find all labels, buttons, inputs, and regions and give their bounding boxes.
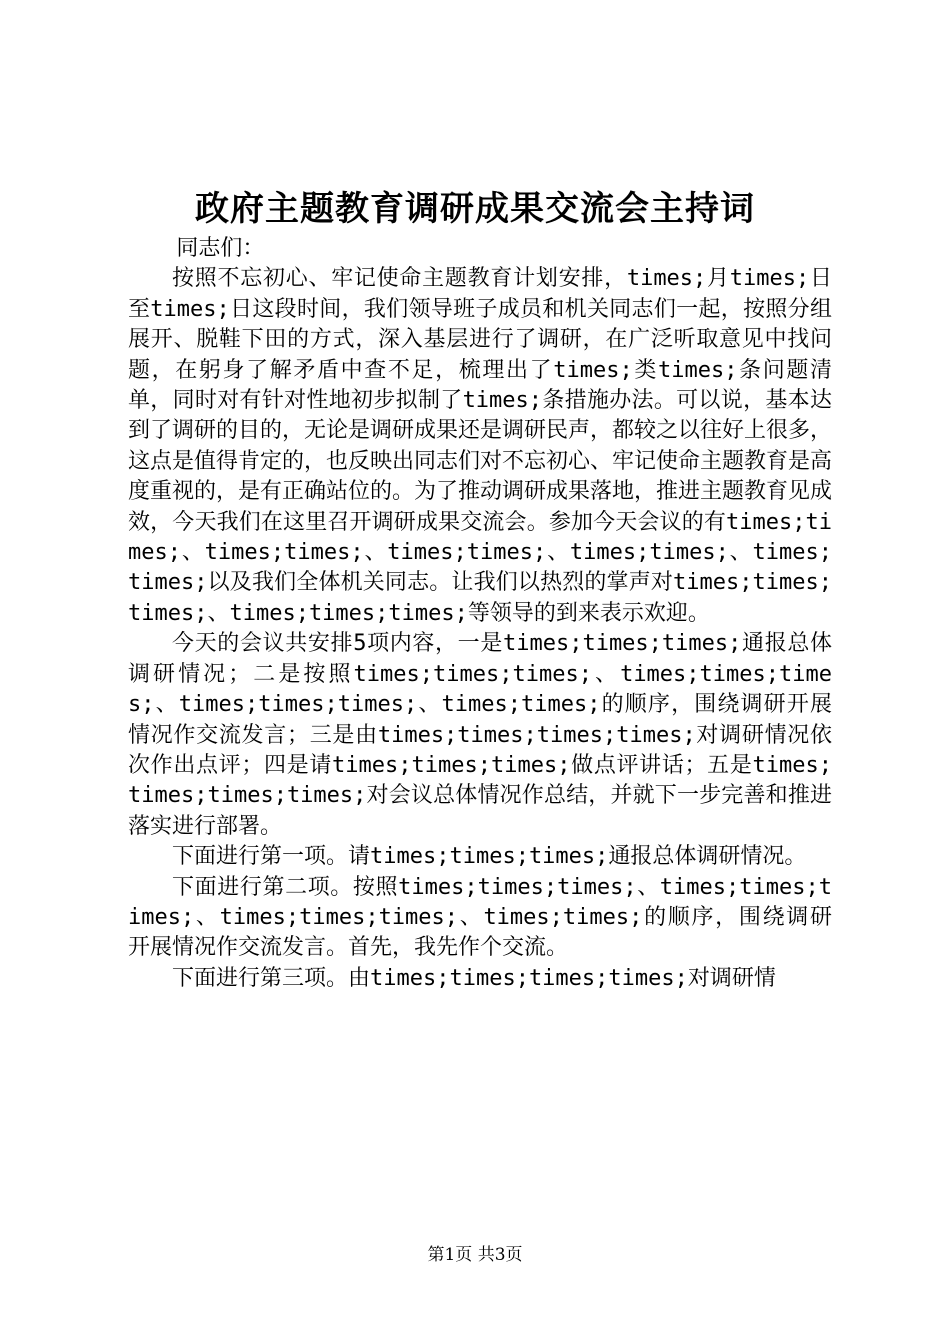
- document-body: [128, 234, 832, 994]
- paragraph-agenda: 今天的会议共安排5项内容，一是times;times;times;通报总体调研情况；二是按照times;times;times;、times;times;times;、times;times;times;、times;times;的顺序，围绕调研开展情况作交流发言；三是由times;times;times;times;对调研情况依次作出点评；四是请times;times;times;做点评讲话；五是times;times;times;times;对会议总体情况作总结，并就下一步完善和推进落实进行部署。: [128, 631, 832, 839]
- paragraph-intro: 按照不忘初心、牢记使命主题教育计划安排，times;月times;日至times;日这段时间，我们领导班子成员和机关同志们一起，按照分组展开、脱鞋下田的方式，深入基层进行了调研，在广泛听取意见中找问题，在躬身了解矛盾中查不足，梳理出了times;类times;条问题清单，同时对有针对性地初步拟制了times;条措施办法。可以说，基本达到了调研的目的，无论是调研成果还是调研民声，都较之以往好上很多，这点是值得肯定的，也反映出同志们对不忘初心、牢记使命主题教育是高度重视的，是有正确站位的。为了推动调研成果落地，推进主题教育见成效，今天我们在这里召开调研成果交流会。参加今天会议的有times;times;、times;times;、times;times;、times;times;、times;times;以及我们全体机关同志。让我们以热烈的掌声对times;times;times;、times;times;times;等领导的到来表示欢迎。: [128, 266, 833, 626]
- page-footer: 第1页 共3页: [427, 1245, 523, 1265]
- salutation: 同志们：: [176, 236, 265, 261]
- paragraph-item-three: 下面进行第三项。由times;times;times;times;对调研情: [172, 965, 776, 991]
- document-title: 政府主题教育调研成果交流会主持词: [195, 189, 755, 229]
- paragraph-item-one: 下面进行第一项。请times;times;times;通报总体调研情况。: [172, 844, 807, 870]
- paragraph-item-two: 下面进行第二项。按照times;times;times;、times;times;times;、times;times;times;、times;times;的顺序，围绕调研开展情况作交流发言。首先，我先作个交流。: [128, 874, 832, 961]
